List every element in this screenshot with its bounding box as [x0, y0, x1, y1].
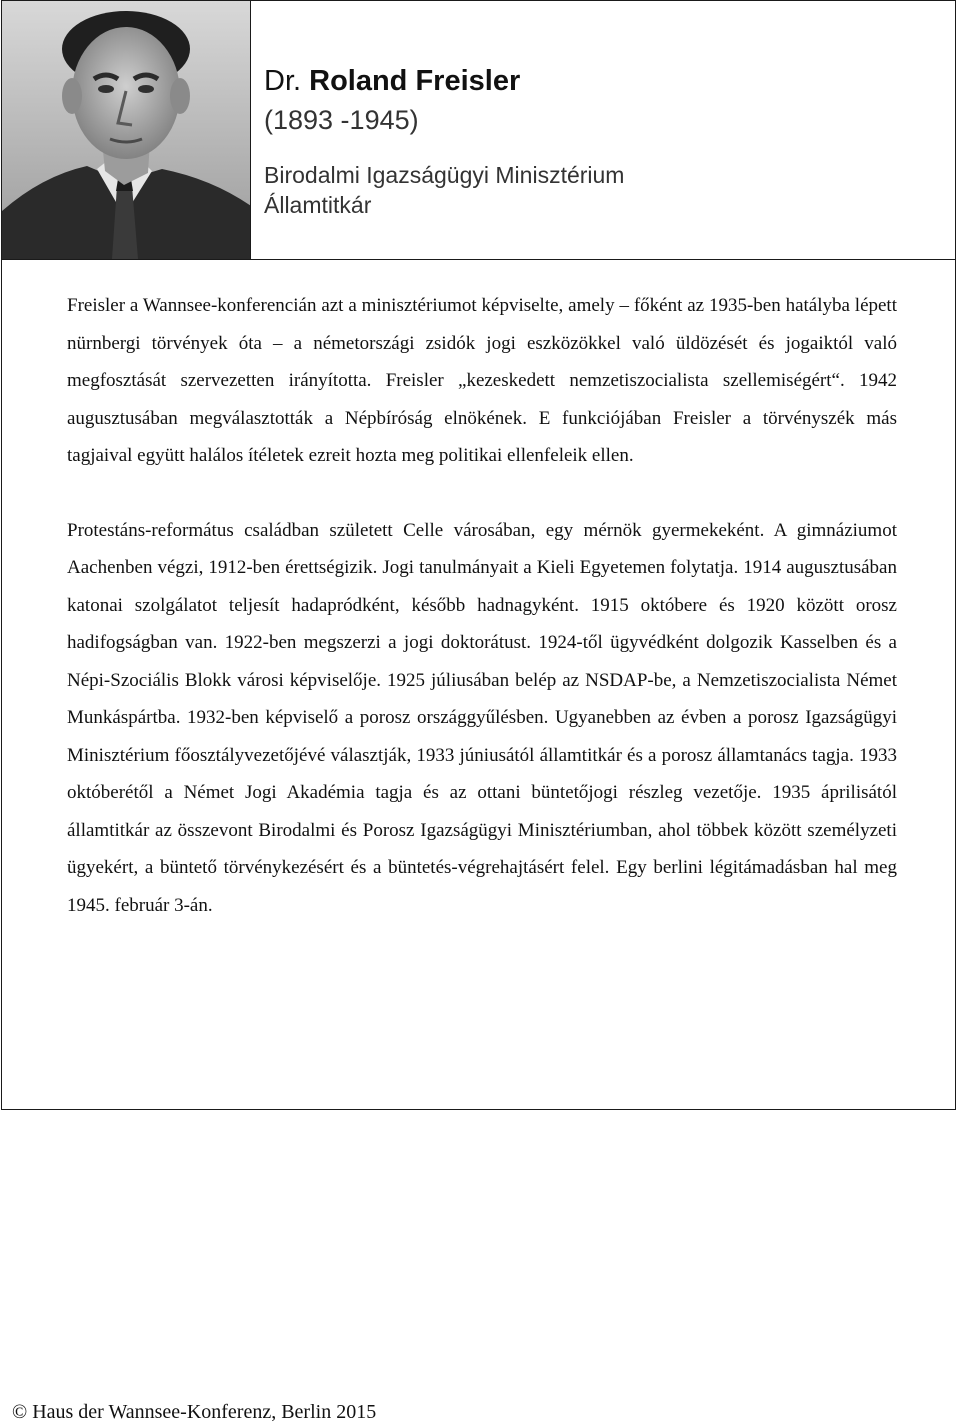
biography-text [67, 287, 897, 924]
header-row [2, 1, 955, 260]
name-prefix: Dr. [264, 65, 310, 97]
paragraph-wannsee-role: Freisler a Wannsee-konferencián azt a minisztériumot képviselte, amely – főként az 1935-ben hatályba lépett nürnbergi törvények óta – a németországi zsidók jogi eszközökkel való üldözését és jogaiktól való megfosztását szervezetten irányította. Freisler „kezeskedett nemzetiszocialista szellemiségért“. 1942 augusztusában megválasztották a Népbíróság elnökének. E funkciójában Freisler a törvényszék más tagjaival együtt halálos ítéletek ezreit hozta meg politikai ellenfeleik ellen. [67, 295, 897, 466]
life-years: (1893 -1945) [264, 105, 419, 135]
person-name [264, 61, 944, 101]
biography-card [1, 0, 956, 1110]
name-main: Roland Freisler [309, 65, 521, 97]
position-title: Államtitkár [264, 192, 372, 218]
copyright-footer: © Haus der Wannsee-Konferenz, Berlin 2015 [12, 1401, 377, 1423]
ministry-name: Birodalmi Igazságügyi Minisztérium [264, 162, 625, 188]
paragraph-life-story: Protestáns-református családban született Celle városában, egy mérnök gyermekeként. A gimnáziumot Aachenben végzi, 1912-ben érettségizik. Jogi tanulmányait a Kieli Egyetemen folytatja. 1914 augusztusában katonai szolgálatot teljesít hadapródként, később hadnagyként. 1915 októbere és 1920 között orosz hadifogságban van. 1922-ben megszerzi a jogi doktorátust. 1924-től ügyvédként dolgozik Kasselben és a Népi-Szociális Blokk városi képviselője. 1925 júliusában belép az NSDAP-be, a Nemzetiszocialista Német Munkáspártba. 1932-ben képviselő a porosz országgyűlésben. Ugyanebben az évben a porosz Igazságügyi Minisztérium főosztályvezetőjévé választják, 1933 júniusától államtitkár és a porosz államtanács tagja. 1933 októberétől a Német Jogi Akadémia tagja és az ottani büntetőjogi részleg vezetője. 1935 áprilisától államtitkár az összevont Birodalmi és Porosz Igazságügyi Minisztériumban, ahol többek között személyzeti ügyekért, a büntető törvénykezésért és a büntetés-végrehajtásért felel. Egy berlini légitámadásban hal meg 1945. február 3-án. [67, 519, 897, 916]
portrait-photo [2, 1, 251, 259]
header-text [264, 61, 944, 220]
portrait-icon [2, 1, 251, 259]
